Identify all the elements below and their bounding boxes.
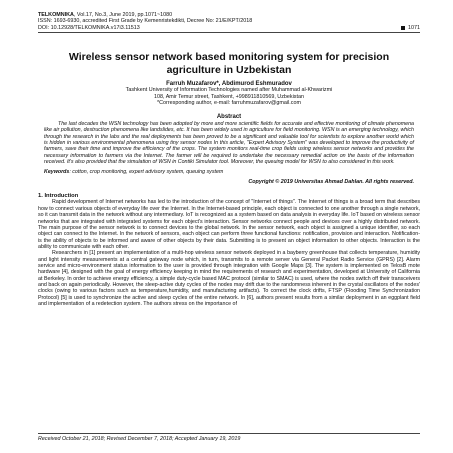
affiliation-line: 108, Amir Temur street, Tashkent, +998911810569, Uzbekistan (154, 93, 304, 100)
journal-header (38, 12, 420, 31)
journal-volume: , Vol.17, No.3, June 2019, pp.1071~1080 (73, 12, 173, 18)
abstract-text: The last decades the WSN technology has been adopted by more and more scientific fields for accurate and effective monitoring of climate phenomena like air pollution, destruction phenomena like landslides, etc. It has been widely used in agriculture for field monitoring. WSN is an emerging technology, which through the research in the labs and the real deployments has been proved to be a significant and valuable tool for scientists to explore another world which is hidden in various environmental phenomena using tiny sensor nodes In this article, "Expert Advisory System" was developed to improve the productivity of farmers, save their time and improve the efficiency of the crops. The system monitors real-time crop fields using wireless sensor networks and provides the necessary information to farmers via the Internet. The farmer will be required to undertake the necessary remedial action on the basis of the information received. It's also provided that the simulation of WSN in Contiki Simulator tool. Moreover, the queuing model for WSN to also considered in this work. (44, 121, 414, 165)
footer-rule (38, 433, 420, 434)
authors: Farruh Muzafarov*, Abdimurod Eshmuradov (166, 81, 292, 88)
journal-name: TELKOMNIKA (38, 12, 74, 18)
received-dates: Received October 21, 2018; Revised December 7, 2018; Accepted January 19, 2019 (38, 436, 241, 442)
copyright-notice: Copyright © 2019 Universitas Ahmad Dahlan. All rights reserved. (248, 179, 414, 186)
keywords-text: : cotton, crop monitoring, expert advisory system, queuing system (69, 169, 224, 176)
page-marker-icon (401, 26, 405, 30)
introduction-body (38, 199, 420, 307)
section-heading: 1. Introduction (38, 193, 79, 200)
keywords (44, 169, 414, 175)
doi-line: DOI: 10.12928/TELKOMNIKA.v17i3.11513 (38, 24, 140, 31)
affiliation-line: Tashkent University of Information Technologies named after Muhammad al-Khwarizmi (125, 87, 333, 94)
issn-line: ISSN: 1693-6930, accredited First Grade by Kemenristekdikti, Decree No: 21/E/KPT/2018 (38, 18, 253, 25)
header-rule (38, 32, 420, 33)
paper-title: Wireless sensor network based monitoring system for precision agriculture in Uzbekistan (68, 51, 390, 76)
paragraph: Researchers in [1] present an implementation of a multi-hop wireless sensor network deployed in a bayberry greenhouse that collects temperature, humidity and light intensity measurements at a central gateway node which, in turn, transmits to a remote server via General Packet Radio Service (GPRS) [2]. Alarm service and micro-environment status information to the user is provided through integration with Google Maps [3]. The system is implemented on TelosB mote hardware [4], designed with the goal of energy efficiency keeping in mind the requirements of research and experimentation, developed at University of California at Berkeley. In order to achieve energy efficiency, a simple duty-cycle based MAC protocol (similar to SMAC) is used, where the nodes switch off their transceivers and back on again periodically. However, the sleep-active duty cycles of the nodes may drift due to the randomness inherent in the crystal oscillators of the nodes' clocks (owing to various factors such as temperature,humidity, and manufacturing artifacts). To correct the clock drifts, FTSP (Flooding Time Synchronization Protocol) [5] is used to synchronize the active and sleep cycles of the entire network. In [6], authors present results from a similar deployment in an eggplant field and implementation of a redetection system. The authors stress on the importance of (38, 250, 420, 307)
affiliation (38, 87, 420, 106)
paragraph: Rapid development of Internet networks has led to the introduction of the concept of "Internet of things". The Internet of things is a broad term that describes how to connect various objects of everyday life over the Internet. In the Internet-based principle, each object is connected to one another through a single network, so it can transmit data in the network without any intermediary. IoT is recognized as a system based on data analysis in everyday life. IoT based on wireless sensor networks that are integrated with integrated systems for each object's interaction. Sensor networks connect people and devices over a highly distributed network. The main purpose of the sensor network is to connect devices to the global network. In the sensor network, each object is assigned a unique identifier, so each object can connect to the Internet. In the network of sensors, each object can perform three functional functions: notification, provision and interaction. Notification-is the ability of objects to be informed and aware of other objects by their data. Submitting is to present an object information to other objects. Interaction is the ability to communicate with each other. (38, 199, 420, 250)
corresponding-author: *Corresponding author, e-mail: farruhmuzafarov@gmail.com (157, 99, 301, 106)
abstract-heading: Abstract (216, 114, 242, 121)
paper-page (38, 12, 420, 307)
keywords-label: Keywords (44, 169, 70, 176)
page-number: 1071 (408, 24, 420, 31)
